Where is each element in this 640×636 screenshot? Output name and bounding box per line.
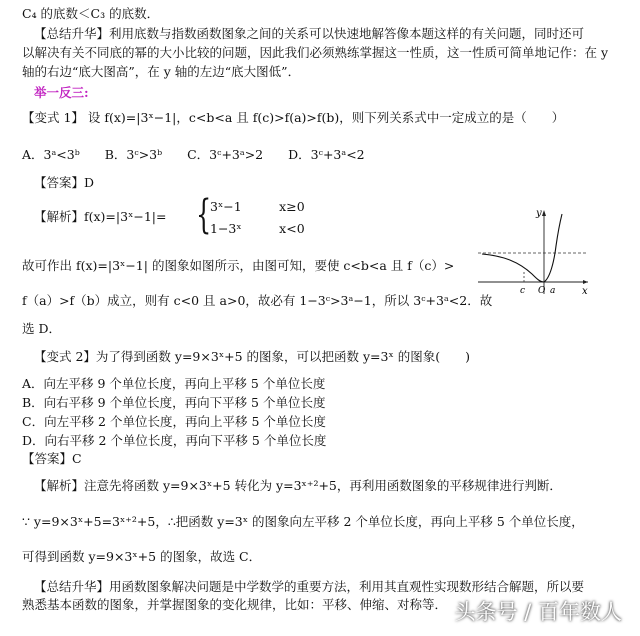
variant-2-answer: 【答案】C	[22, 451, 82, 466]
variant-2-analysis-1: 【解析】注意先将函数 y=9×3ˣ+5 转化为 y=3ˣ⁺²+5，再利用函数图象的平移规律进行判断．	[34, 478, 562, 493]
variant-2-analysis-3: 可得到函数 y=9×3ˣ+5 的图象，故选 C．	[22, 549, 262, 564]
variant-1-question: 【变式 1】 设 f(x)=|3ˣ−1|，c<b<a 且 f(c)>f(a)>f(b)，则下列关系式中一定成立的是（ ）	[22, 110, 565, 125]
label-origin: O	[538, 286, 546, 296]
summary-line-2: 以解决有关不同底的幂的大小比较的问题，因此我们必须熟练掌握这一性质，这一性质可简单地记作：在 y	[22, 45, 609, 60]
variant-1-analysis-prefix: 【解析】f(x)=|3ˣ−1|=	[34, 209, 167, 224]
right-branch	[544, 214, 562, 282]
brace-symbol: {	[196, 192, 212, 238]
section-heading: 举一反三:	[34, 85, 89, 100]
analysis-line-2: 故可作出 f(x)=|3ˣ−1| 的图象如图所示，由图可知，要使 c<b<a 且 f（c）>	[22, 258, 455, 273]
x-axis-arrow	[583, 280, 588, 284]
variant-2-analysis-2: ∵ y=9×3ˣ+5=3ˣ⁺²+5，∴把函数 y=3ˣ 的图象向左平移 2 个单位长度，再向上平移 5 个单位长度，	[22, 514, 584, 529]
variant-1-options: A．3ᵃ<3ᵇ B．3ᶜ>3ᵇ C．3ᶜ+3ᵃ>2 D．3ᶜ+3ᵃ<2	[22, 147, 365, 162]
x-axis-label: x	[582, 286, 588, 296]
analysis-line-3: f（a）>f（b）成立，则有 c<0 且 a>0，故必有 1−3ᶜ>3ᵃ−1，所以 3ᶜ+3ᵃ<2．故	[22, 293, 493, 308]
watermark: 头条号 / 百年数人	[454, 600, 622, 624]
y-axis-label: y	[536, 208, 542, 219]
label-a: a	[550, 286, 556, 296]
variant-2-option-b: B．向右平移 9 个单位长度，再向下平移 5 个单位长度	[22, 395, 326, 410]
analysis-line-4: 选 D．	[22, 321, 61, 336]
abs-exp-graph	[474, 206, 594, 296]
variant-2-option-d: D．向右平移 2 个单位长度，再向下平移 5 个单位长度	[22, 433, 327, 448]
case-2: 1−3ˣ x<0	[210, 221, 305, 236]
final-summary-1: 【总结升华】用函数图象解决问题是中学数学的重要方法，利用其直观性实现数形结合解题，所以要	[34, 579, 585, 594]
y-axis-arrow	[542, 210, 546, 216]
variant-2-option-c: C．向左平移 2 个单位长度，再向上平移 5 个单位长度	[22, 414, 326, 429]
line-1: C₄ 的底数＜C₃ 的底数．	[22, 6, 160, 21]
variant-1-answer: 【答案】D	[34, 175, 95, 190]
variant-2-question: 【变式 2】为了得到函数 y=9×3ˣ+5 的图象，可以把函数 y=3ˣ 的图象( )	[34, 349, 470, 364]
final-summary-2: 熟悉基本函数的图象，并掌握图象的变化规律，比如：平移、伸缩、对称等．	[22, 597, 448, 612]
left-branch	[482, 254, 544, 282]
case-1: 3ˣ−1 x≥0	[210, 199, 305, 214]
variant-2-option-a: A．向左平移 9 个单位长度，再向上平移 5 个单位长度	[22, 376, 326, 391]
summary-line-3: 轴的右边“底大图高”，在 y 轴的左边“底大图低”．	[22, 64, 301, 79]
piecewise-definition	[196, 192, 396, 239]
summary-line-1: 【总结升华】利用底数与指数函数图象之间的关系可以快速地解答像本题这样的有关问题，同时还可	[34, 26, 585, 41]
label-c: c	[520, 286, 526, 296]
